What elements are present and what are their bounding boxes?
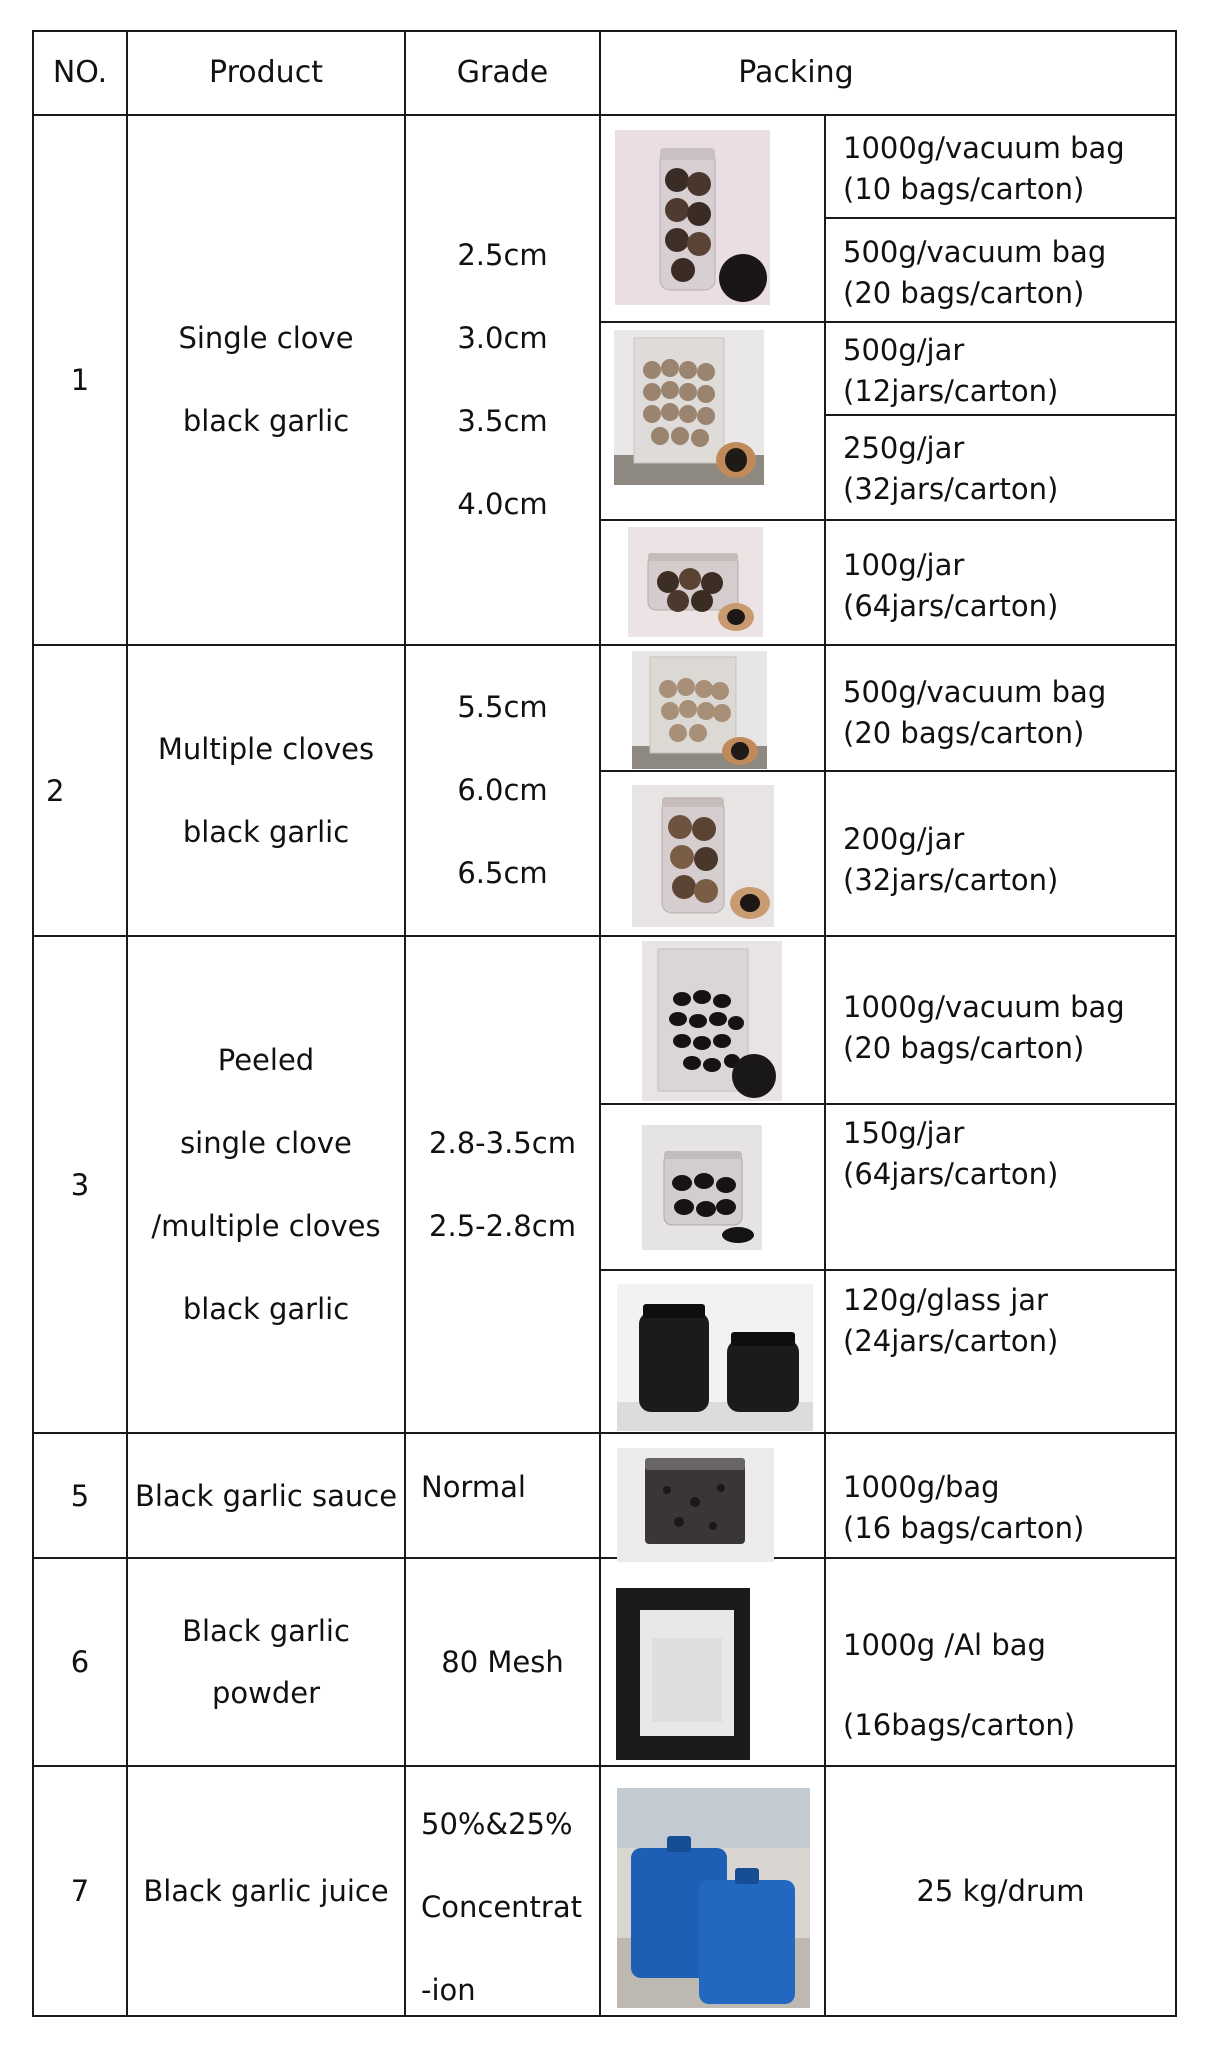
product-name-line: powder (211, 1676, 321, 1710)
packing-weight: 120g/glass jar (843, 1283, 1048, 1317)
multiple-cloves-bag-photo (632, 651, 767, 769)
packing-option (843, 1605, 1075, 1765)
packing-weight: 150g/jar (843, 1116, 965, 1150)
packing-carton: (32jars/carton) (843, 472, 1059, 506)
product-name-line: Black garlic sauce (134, 1478, 398, 1513)
product-name-line: single clove (180, 1125, 352, 1160)
grade-value: 6.0cm (457, 773, 548, 807)
product-name (128, 646, 404, 935)
product-name-line: Single clove (178, 321, 354, 355)
packing-weight: 1000g/bag (843, 1470, 1000, 1504)
packing-option (826, 1767, 1175, 2015)
packing-carton: (64jars/carton) (843, 1157, 1059, 1191)
packing-option (843, 819, 1058, 901)
packing-option (843, 672, 1106, 754)
packing-weight: 500g/vacuum bag (843, 235, 1107, 269)
row-number: 2 (46, 773, 65, 808)
packing-option (843, 1113, 1058, 1195)
packing-carton: (64jars/carton) (843, 589, 1059, 623)
packing-weight: 500g/vacuum bag (843, 675, 1107, 709)
packing-carton: (16bags/carton) (843, 1708, 1076, 1742)
grade-list (406, 646, 599, 935)
sub-divider (600, 1103, 1177, 1105)
grade-list (406, 937, 599, 1432)
small-jar-photo (628, 527, 763, 637)
packing-weight: 1000g/vacuum bag (843, 990, 1125, 1024)
packing-option (843, 545, 1058, 627)
packing-weight: 200g/jar (843, 822, 965, 856)
product-name (128, 116, 404, 644)
grade-list (406, 116, 599, 644)
column-divider (824, 114, 826, 2017)
table-border-right (1175, 30, 1177, 2017)
grade-value: 4.0cm (457, 487, 548, 521)
sub-divider (600, 1269, 1177, 1271)
powder-bag-photo (616, 1588, 750, 1760)
packing-carton: (24jars/carton) (843, 1324, 1059, 1358)
row-number: 3 (70, 1167, 90, 1202)
product-name-line: Black garlic (182, 1614, 350, 1648)
grade-value: 3.5cm (457, 404, 548, 438)
grade-value: Normal (421, 1470, 526, 1504)
product-name-line: Peeled (217, 1042, 315, 1077)
grade-value: 6.5cm (457, 856, 548, 890)
product-name-line: black garlic (182, 404, 350, 438)
packing-option (843, 428, 1058, 510)
grade-value: 2.5-2.8cm (429, 1208, 576, 1243)
sub-divider (600, 519, 1177, 521)
header-packing: Packing (738, 55, 854, 90)
row-number: 5 (70, 1478, 90, 1513)
peeled-jar-photo (642, 1125, 762, 1250)
packing-carton: (10 bags/carton) (843, 172, 1085, 206)
product-name-line: black garlic (182, 814, 350, 849)
packing-option (843, 987, 1125, 1069)
grade-value: Concentrat (421, 1890, 582, 1924)
sub-divider (600, 321, 1177, 323)
row-number: 1 (70, 363, 90, 397)
packing-option (843, 1467, 1084, 1549)
packing-carton: (32jars/carton) (843, 863, 1059, 897)
packing-option (843, 330, 1058, 412)
packing-option (843, 128, 1125, 210)
grade-list (406, 1559, 599, 1765)
juice-drums-photo (617, 1788, 810, 2008)
packing-carton: (20 bags/carton) (843, 716, 1085, 750)
packing-weight: 25 kg/drum (916, 1874, 1085, 1908)
sauce-bag-photo (617, 1448, 774, 1562)
grade-value: 5.5cm (457, 690, 548, 724)
grade-value: 3.0cm (457, 321, 548, 355)
sub-divider (825, 217, 1177, 219)
product-name-line: Multiple cloves (157, 731, 375, 766)
row-number: 6 (70, 1645, 90, 1679)
grade-value: 2.8-3.5cm (429, 1125, 576, 1160)
product-name (128, 1559, 404, 1765)
multiple-cloves-jar-photo (632, 785, 774, 927)
header-no: NO. (52, 55, 108, 90)
packing-option (843, 232, 1106, 314)
grade-value: 80 Mesh (441, 1645, 564, 1679)
sub-divider (825, 414, 1177, 416)
grade-value: 50%&25% (421, 1807, 573, 1841)
sub-divider (600, 770, 1177, 772)
row-number: 7 (70, 1874, 90, 1908)
header-product: Product (209, 55, 323, 90)
packing-carton: (12jars/carton) (843, 374, 1059, 408)
packing-weight: 1000g /Al bag (843, 1628, 1046, 1662)
column-divider (599, 30, 601, 2017)
single-clove-jar-photo (615, 130, 770, 305)
table-border-bottom (32, 2015, 1177, 2017)
product-name-line: Black garlic juice (143, 1874, 389, 1908)
grade-value: 2.5cm (457, 238, 548, 272)
product-name (128, 937, 404, 1432)
product-name-line: /multiple cloves (151, 1208, 381, 1243)
packing-option (843, 1280, 1058, 1362)
grade-list (421, 1783, 582, 2032)
glass-jars-photo (617, 1284, 813, 1431)
packing-weight: 1000g/vacuum bag (843, 131, 1125, 165)
single-clove-vacuum-bag-photo (614, 330, 764, 485)
packing-carton: (20 bags/carton) (843, 276, 1085, 310)
grade-list (421, 1467, 526, 1507)
peeled-vacuum-bag-photo (642, 941, 782, 1101)
grade-value: -ion (421, 1973, 476, 2007)
product-name (128, 1434, 404, 1557)
product-name-line: black garlic (182, 1291, 350, 1326)
packing-carton: (16 bags/carton) (843, 1511, 1085, 1545)
product-name (128, 1767, 404, 2015)
packing-weight: 500g/jar (843, 333, 965, 367)
packing-carton: (20 bags/carton) (843, 1031, 1085, 1065)
packing-weight: 100g/jar (843, 548, 965, 582)
packing-weight: 250g/jar (843, 431, 965, 465)
header-grade: Grade (456, 55, 549, 90)
